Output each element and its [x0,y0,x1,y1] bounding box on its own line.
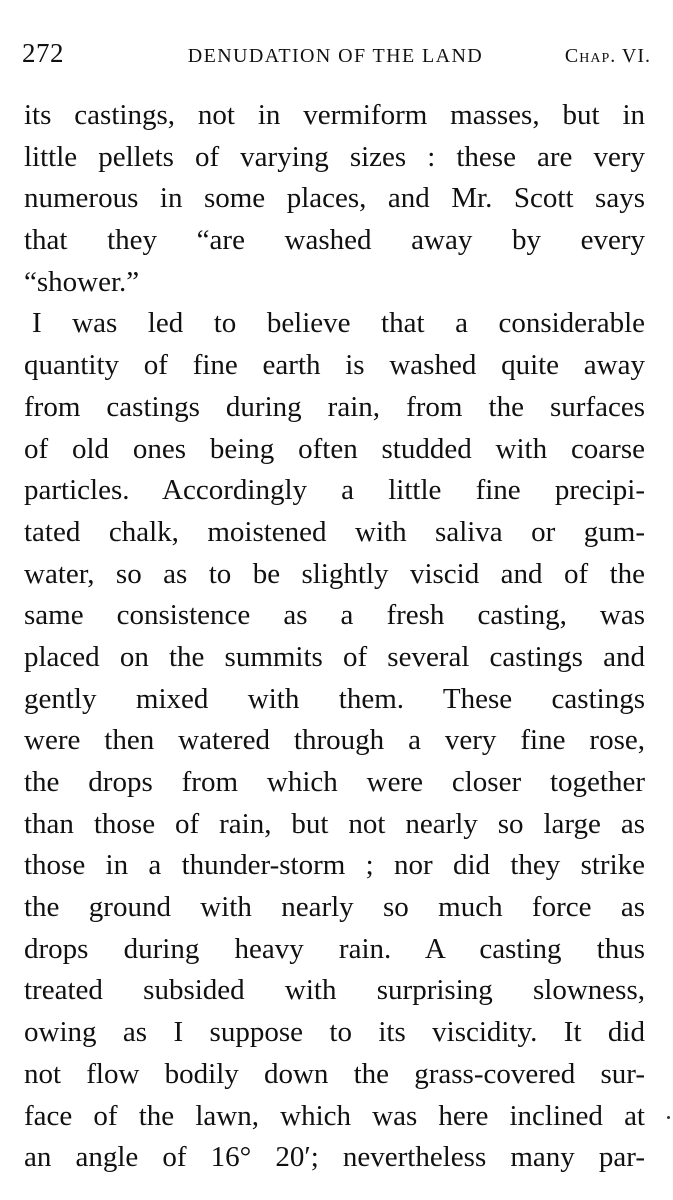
text-line-18: than those of rain, but not nearly so large as [24,807,645,840]
text-line-26: an angle of 16° 20′; nevertheless many par- [24,1141,645,1174]
text-line-10: particles. Accordingly a little fine precipi- [24,474,645,507]
text-line-13: same consistence as a fresh casting, was [24,599,645,632]
text-line-4: that they “are washed away by every [24,224,645,257]
margin-dot [667,1116,670,1119]
chapter-label: Chap. VI. [564,45,651,67]
text-line-3: numerous in some places, and Mr. Scott says [24,182,645,215]
text-line-12: water, so as to be slightly viscid and of the [24,557,645,590]
text-line-8: from castings during rain, from the surfaces [24,390,645,423]
text-line-25: face of the lawn, which was here inclined at [24,1099,645,1132]
text-line-11: tated chalk, moistened with saliva or gum- [24,515,645,548]
page-number: 272 [22,38,64,68]
body-text [24,95,645,1179]
text-line-19: those in a thunder-storm ; nor did they strike [24,849,645,882]
text-line-2: little pellets of varying sizes : these are very [24,140,645,173]
text-line-14: placed on the summits of several castings and [24,640,645,673]
text-line-5: “shower.” [24,265,140,298]
text-line-15: gently mixed with them. These castings [24,682,645,715]
text-line-9: of old ones being often studded with coarse [24,432,645,465]
text-line-1: its castings, not in vermiform masses, but in [24,99,645,131]
text-line-6: I was led to believe that a considerable [32,307,645,340]
text-line-17: the drops from which were closer together [24,766,645,798]
text-line-22: treated subsided with surprising slowness, [24,974,645,1007]
text-line-23: owing as I suppose to its viscidity. It did [24,1016,645,1049]
text-line-7: quantity of fine earth is washed quite away [24,349,645,382]
text-line-16: were then watered through a very fine rose, [24,724,645,757]
text-line-24: not flow bodily down the grass-covered sur- [24,1057,645,1090]
text-line-21: drops during heavy rain. A casting thus [24,932,645,965]
running-head [22,38,651,72]
running-title: DENUDATION OF THE LAND [187,45,484,67]
text-line-20: the ground with nearly so much force as [24,891,645,924]
